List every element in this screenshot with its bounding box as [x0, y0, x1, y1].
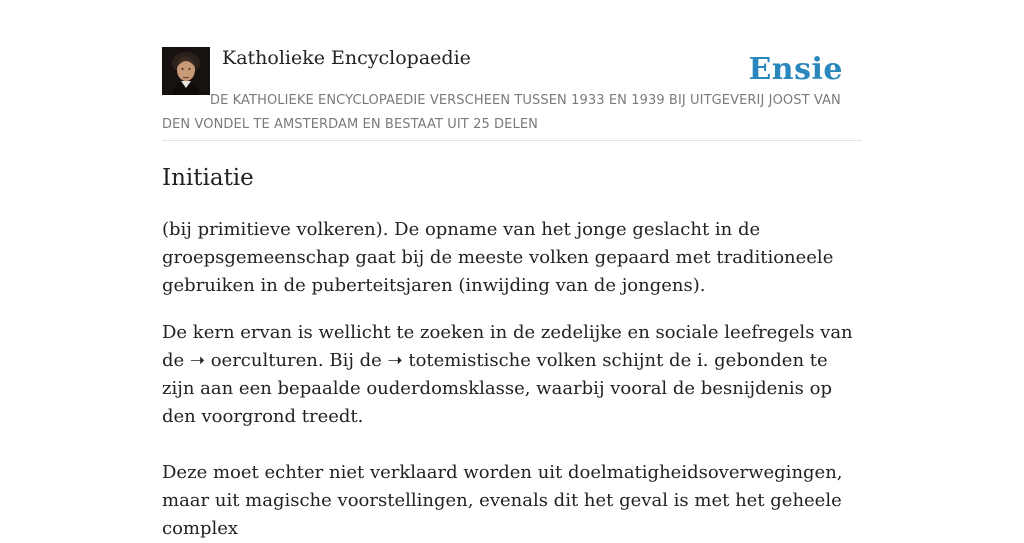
article-paragraph: Deze moet echter niet verklaard worden uit doelmatigheidsoverwegingen, maar uit magische voorstellingen, evenals dit het geval is met het geheele complex [162, 462, 843, 539]
ensie-logo[interactable]: Ensie [748, 52, 843, 87]
article-paragraph: De kern ervan is wellicht te zoeken in de zedelijke en sociale leefregels van de ➝ oerculturen. Bij de ➝ totemistische volken schijnt de i. gebonden te zijn aan een bepaalde ouderdomsklasse, waarbij vooral de besnijdenis op den voorgrond treedt. [162, 322, 853, 427]
site-header [162, 46, 862, 141]
article-title: Initiatie [162, 165, 254, 191]
article-paragraph: (bij primitieve volkeren). De opname van het jonge geslacht in de groepsgemeenschap gaat bij de meeste volken gepaard met traditioneele gebruiken in de puberteitsjaren (inwijding van de jongens). [162, 219, 834, 296]
article [162, 160, 862, 543]
site-description: DE KATHOLIEKE ENCYCLOPAEDIE VERSCHEEN TUSSEN 1933 EN 1939 BIJ UITGEVERIJ JOOST VAN DEN VONDEL TE AMSTERDAM EN BESTAAT UIT 25 DELEN [162, 93, 841, 132]
site-title[interactable]: Katholieke Encyclopaedie [222, 47, 471, 69]
portrait-avatar-icon[interactable] [162, 47, 210, 95]
